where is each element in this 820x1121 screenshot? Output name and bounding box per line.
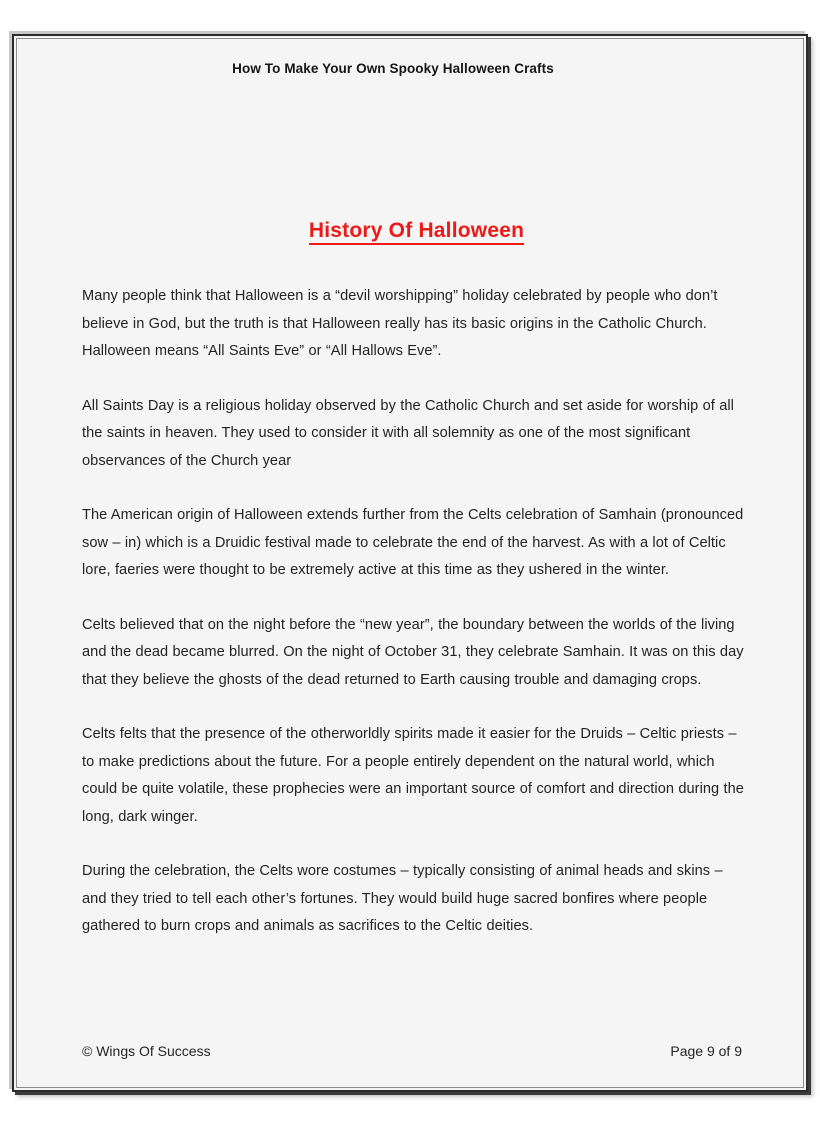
page-title-text: History Of Halloween — [309, 219, 524, 245]
scanned-page-sheet — [12, 34, 808, 1092]
paragraph-2: All Saints Day is a religious holiday observed by the Catholic Church and set aside for worship of all the saints in heaven. They used to consider it with all solemnity as one of the most significant observances of the Church year — [82, 397, 734, 469]
paragraph-4: Celts believed that on the night before the “new year”, the boundary between the worlds of the living and the dead became blurred. On the night of October 31, they celebrate Samhain. It was on this day that they believe the ghosts of the dead returned to Earth causing trouble and damaging crops. — [82, 616, 744, 688]
paragraph-3: The American origin of Halloween extends further from the Celts celebration of Samhain (pronounced sow – in) which is a Druidic festival made to celebrate the end of the harvest. As with a lot of Celtic lore, faeries were thought to be extremely active at this time as they ushered in the winter. — [82, 507, 744, 578]
running-head: How To Make Your Own Spooky Halloween Crafts — [232, 61, 554, 76]
page-inner-border — [16, 38, 804, 1088]
document-body — [82, 219, 747, 941]
footer-page-number: Page 9 of 9 — [670, 1043, 742, 1059]
page-title — [82, 219, 747, 243]
paragraph-5: Celts felts that the presence of the otherworldly spirits made it easier for the Druids – Celtic priests – to make predictions about the future. For a people entirely dependent on the natural world, which could be quite volatile, these prophecies were an important source of comfort and direction during the long, dark winger. — [82, 726, 744, 825]
footer-copyright: © Wings Of Success — [82, 1043, 211, 1059]
page-footer — [82, 1043, 748, 1059]
paragraph-6: During the celebration, the Celts wore costumes – typically consisting of animal heads and skins – and they tried to tell each other’s fortunes. They would build huge sacred bonfires where people gathered to burn crops and animals as sacrifices to the Celtic deities. — [82, 863, 723, 934]
paragraph-1: Many people think that Halloween is a “devil worshipping” holiday celebrated by people who don’t believe in God, but the truth is that Halloween really has its basic origins in the Catholic Church. Halloween means “All Saints Eve” or “All Hallows Eve”. — [82, 288, 718, 359]
